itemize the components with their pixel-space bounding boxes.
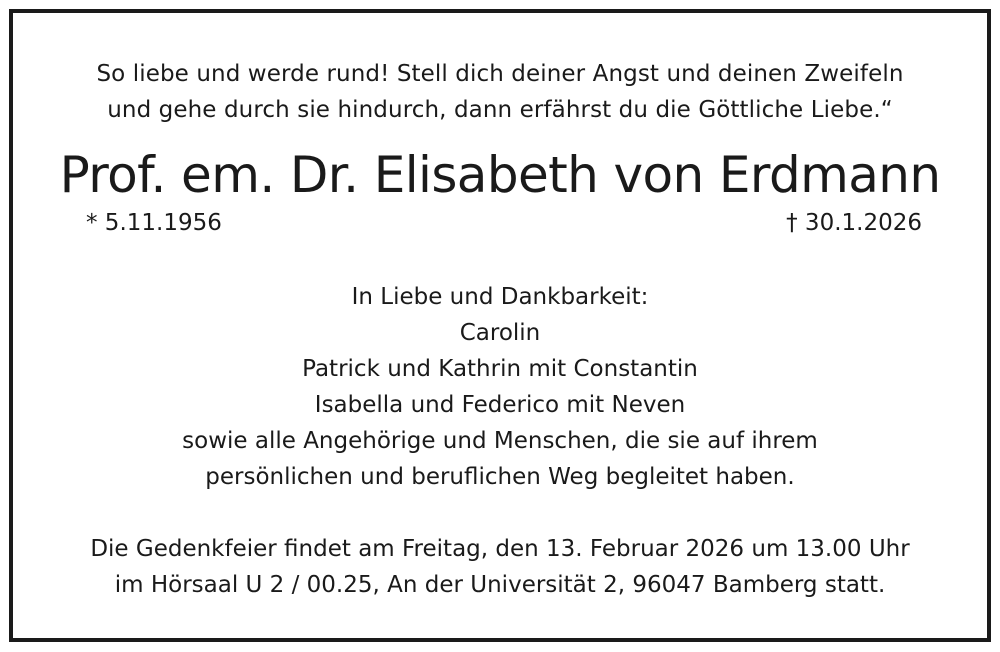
mourner-line: sowie alle Angehörige und Menschen, die sie auf ihrem [182, 428, 818, 454]
quote-line: So liebe und werde rund! Stell dich deiner Angst und deinen Zweifeln [96, 61, 904, 87]
death-date: † 30.1.2026 [786, 210, 922, 236]
ceremony-line: Die Gedenkfeier findet am Freitag, den 13. Februar 2026 um 13.00 Uhr [90, 536, 910, 562]
deceased-name: Prof. em. Dr. Elisabeth von Erdmann [59, 146, 941, 204]
mourners-block [0, 279, 1000, 495]
quote-line: und gehe durch sie hindurch, dann erfährst du die Göttliche Liebe.“ [107, 97, 893, 123]
mourner-line: persönlichen und beruflichen Weg begleitet haben. [205, 464, 795, 490]
mourners-intro: In Liebe und Dankbarkeit: [351, 284, 649, 310]
birth-date: * 5.11.1956 [86, 210, 222, 236]
quote-block [0, 56, 1000, 128]
mourner-line: Patrick und Kathrin mit Constantin [302, 356, 698, 382]
ceremony-info [0, 531, 1000, 603]
mourner-line: Carolin [459, 320, 541, 346]
mourner-line: Isabella und Federico mit Neven [314, 392, 686, 418]
ceremony-line: im Hörsaal U 2 / 00.25, An der Universität 2, 96047 Bamberg statt. [114, 572, 886, 598]
